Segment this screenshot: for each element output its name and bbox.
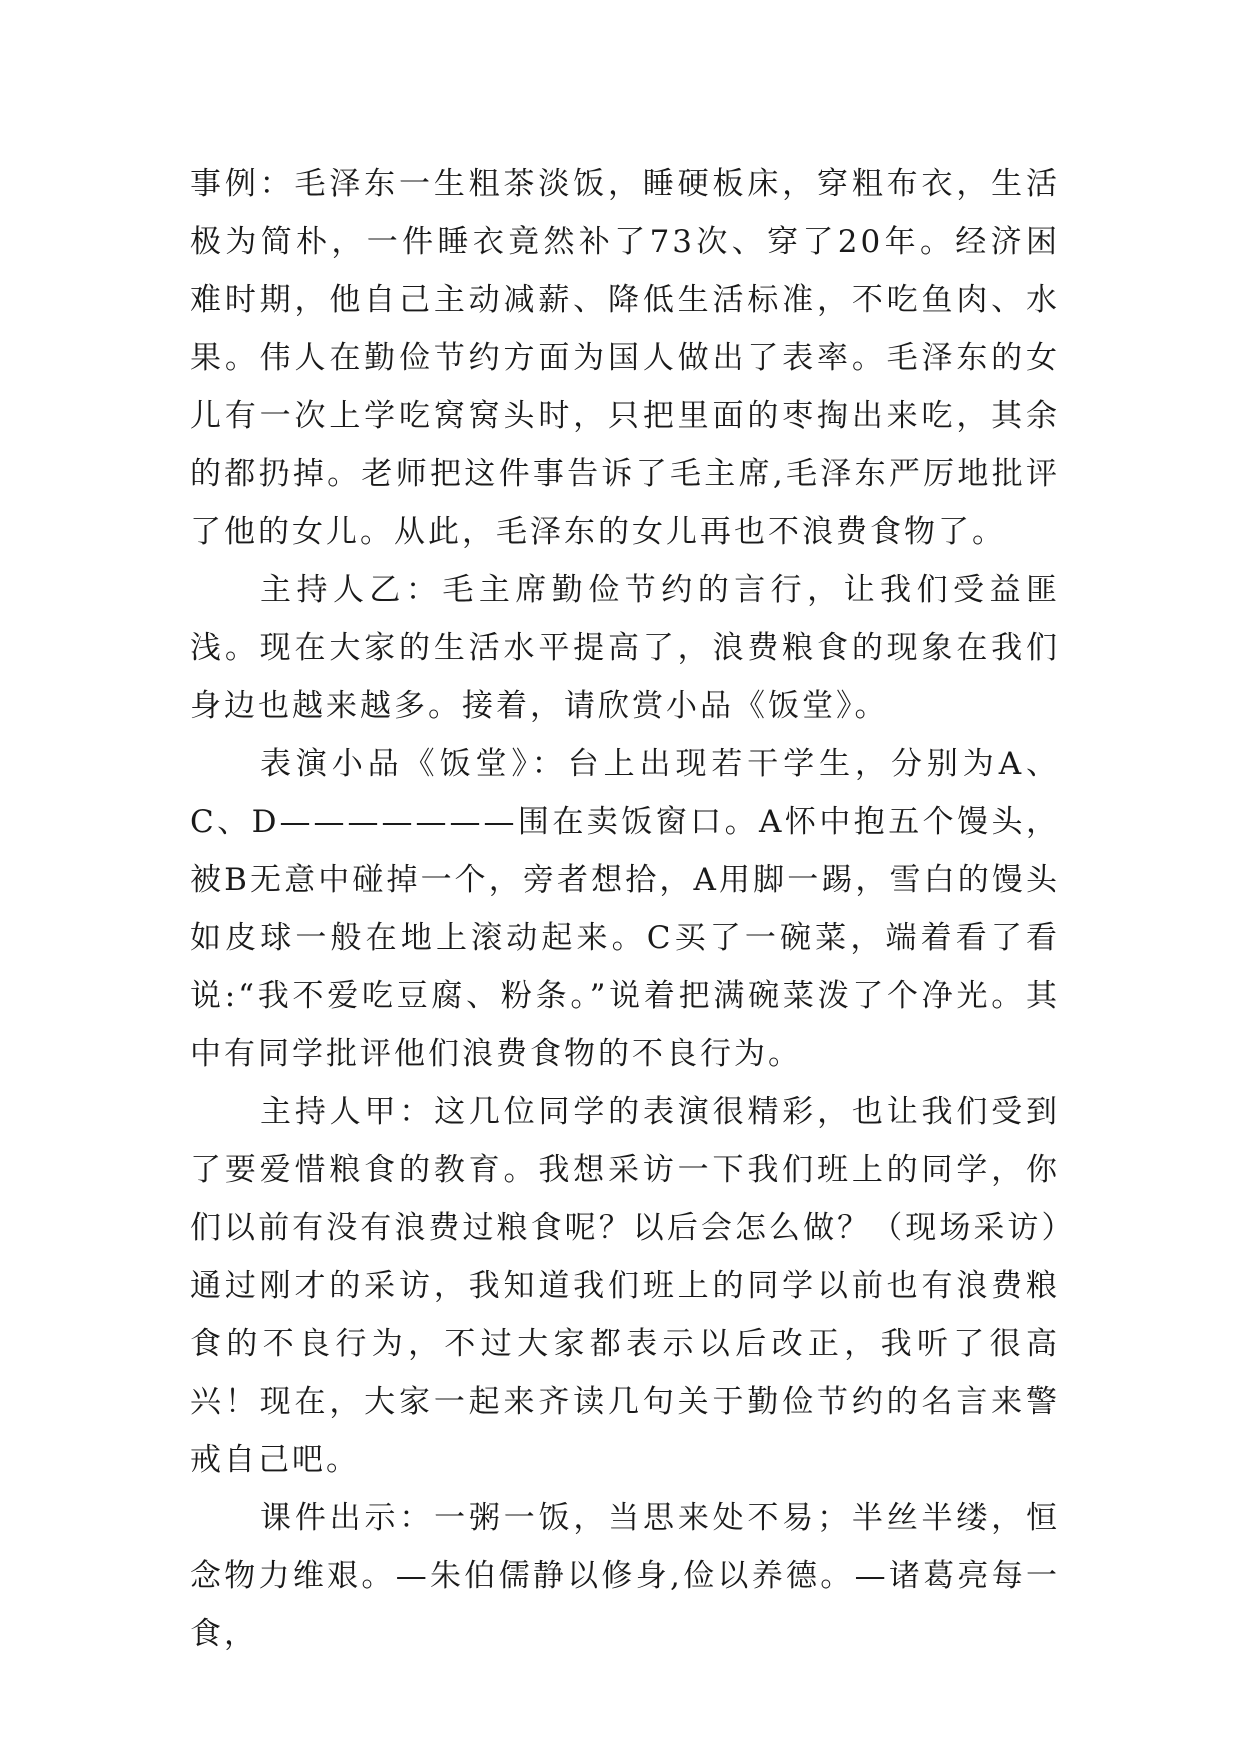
- paragraph-example-mao: 事例：毛泽东一生粗茶淡饭，睡硬板床，穿粗布衣，生活极为简朴，一件睡衣竟然补了73次、穿了20年。经济困难时期，他自己主动减薪、降低生活标准，不吃鱼肉、水果。伟人在勤俭节约方面为国人做出了表率。毛泽东的女儿有一次上学吃窝窝头时，只把里面的枣掏出来吃，其余的都扔掉。老师把这件事告诉了毛主席,毛泽东严厉地批评了他的女儿。从此，毛泽东的女儿再也不浪费食物了。: [190, 166, 1060, 550]
- paragraph-courseware: 课件出示：一粥一饭，当思来处不易；半丝半缕，恒念物力维艰。—朱伯儒静以修身,俭以养德。—诸葛亮每一食，: [190, 1500, 1060, 1652]
- document-body: [190, 155, 1060, 1663]
- paragraph-host-a: 主持人甲：这几位同学的表演很精彩，也让我们受到了要爱惜粮食的教育。我想采访一下我们班上的同学，你们以前有没有浪费过粮食呢？以后会怎么做？（现场采访）通过刚才的采访，我知道我们班上的同学以前也有浪费粮食的不良行为，不过大家都表示以后改正，我听了很高兴！现在，大家一起来齐读几句关于勤俭节约的名言来警戒自己吧。: [190, 1094, 1060, 1478]
- paragraph-host-b: 主持人乙：毛主席勤俭节约的言行，让我们受益匪浅。现在大家的生活水平提高了，浪费粮食的现象在我们身边也越来越多。接着，请欣赏小品《饭堂》。: [190, 572, 1060, 724]
- paragraph-skit: 表演小品《饭堂》：台上出现若干学生，分别为A、C、D———————围在卖饭窗口。A怀中抱五个馒头，被B无意中碰掉一个，旁者想拾，A用脚一踢，雪白的馒头如皮球一般在地上滚动起来。C买了一碗菜，端着看了看说:“我不爱吃豆腐、粉条。”说着把满碗菜泼了个净光。其中有同学批评他们浪费食物的不良行为。: [190, 746, 1060, 1072]
